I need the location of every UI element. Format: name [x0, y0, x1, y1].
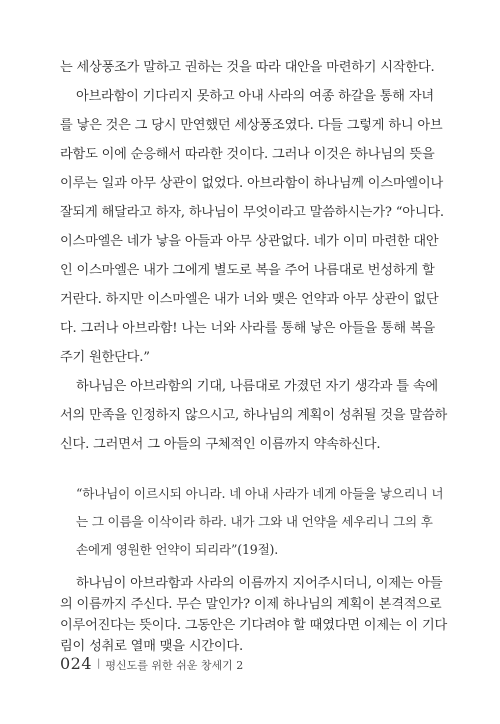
- text-line: 인 이스마엘은 내가 그에게 별도로 복을 주어 나름대로 번성하게 할: [60, 263, 435, 278]
- text-line: 거란다. 하지만 이스마엘은 내가 너와 맺은 언약과 아무 상관이 없단: [60, 292, 439, 307]
- text-line: 하나님은 아브라함의 기대, 나름대로 가졌던 자기 생각과 틀 속에: [60, 379, 438, 394]
- text-line: 이루어진다는 뜻이다. 그동안은 기다려야 할 때였다면 이제는 이 기다: [60, 618, 448, 633]
- footer-separator: |: [97, 658, 101, 669]
- text-line: 잘되게 해달라고 하자, 하나님이 무엇이라고 말씀하시는가? “아니다.: [60, 205, 444, 220]
- text-line: 는 세상풍조가 말하고 권하는 것을 따라 대안을 마련하기 시작한다.: [60, 60, 435, 75]
- text-line: 이스마엘은 네가 낳을 아들과 아무 상관없다. 네가 이미 마련한 대안: [60, 234, 439, 249]
- scripture-quote-line: “하나님이 이르시되 아니라. 네 아내 사라가 네게 아들을 낳으리니 너: [76, 486, 444, 501]
- page-footer: [60, 654, 243, 673]
- text-line: 신다. 그러면서 그 아들의 구체적인 이름까지 약속하신다.: [60, 437, 381, 452]
- text-line: 아브라함이 기다리지 못하고 아내 사라의 여종 하갈을 통해 자녀: [60, 89, 434, 104]
- text-line: 다. 그러나 아브라함! 나는 너와 사라를 통해 낳은 아들을 통해 복을: [60, 321, 436, 336]
- text-line: 림이 성취로 열매 맺을 시간이다.: [60, 639, 243, 654]
- text-line: 라함도 이에 순응해서 따라한 것이다. 그러나 이것은 하나님의 뜻을: [60, 147, 435, 162]
- text-line: 이루는 일과 아무 상관이 없었다. 아브라함이 하나님께 이스마엘이나: [60, 176, 444, 191]
- text-line: 주기 원한단다.”: [60, 350, 150, 365]
- text-line: 를 낳은 것은 그 당시 만연했던 세상풍조였다. 다들 그렇게 하니 아브: [60, 118, 443, 133]
- text-line: 하나님이 아브라함과 사라의 이름까지 지어주시더니, 이제는 아들: [60, 576, 443, 591]
- book-title: 평신도를 위한 쉬운 창세기 2: [105, 659, 244, 672]
- text-line: 의 이름까지 주신다. 무슨 말인가? 이제 하나님의 계획이 본격적으로: [60, 597, 442, 612]
- scripture-quote-line: 는 그 이름을 이삭이라 하라. 내가 그와 내 언약을 세우리니 그의 후: [76, 514, 433, 529]
- page-number: 024: [60, 654, 93, 673]
- scripture-quote-line: 손에게 영원한 언약이 되리라”(19절).: [76, 542, 279, 557]
- text-line: 서의 만족을 인정하지 않으시고, 하나님의 계획이 성취될 것을 말씀하: [60, 408, 448, 423]
